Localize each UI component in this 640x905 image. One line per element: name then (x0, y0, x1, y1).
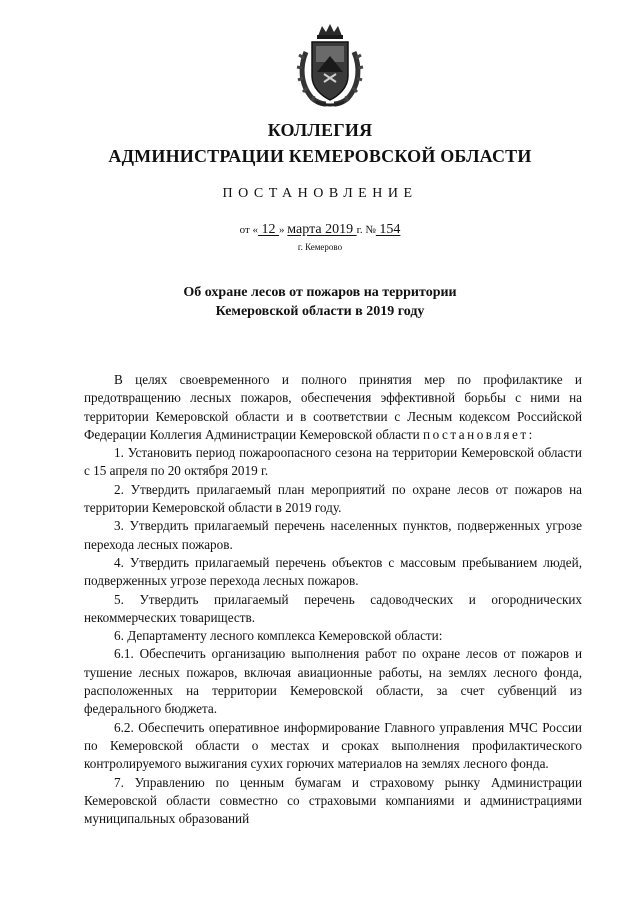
date-number-line (0, 222, 640, 238)
list-item: 2. Утвердить прилагаемый план мероприятий по охране лесов от пожаров на территории Кемеровской области в 2019 году. (84, 481, 582, 516)
intro-paragraph (84, 371, 582, 444)
list-item: 6. Департаменту лесного комплекса Кемеровской области: (114, 628, 443, 644)
list-item: 6.2. Обеспечить оперативное информирование Главного управления МЧС России по Кемеровской области о местах и сроках выполнения профилактического контролируемого выжигания сухих горючих материалов на землях лесного фонда. (84, 719, 582, 772)
list-item: 5. Утвердить прилагаемый перечень садоводческих и огороднических некоммерческих товариществ. (84, 591, 582, 625)
collegium-heading: КОЛЛЕГИЯ (267, 120, 373, 140)
administration-heading: АДМИНИСТРАЦИИ КЕМЕРОВСКОЙ ОБЛАСТИ (108, 146, 532, 166)
date-year-suffix: г. № (356, 224, 376, 236)
date-prefix: от « (239, 224, 259, 236)
date-day: 12 (258, 222, 280, 237)
document-title-line2: Кемеровской области в 2019 году (215, 304, 425, 319)
intro-text: В целях своевременного и полного принятия мер по профилактике и предотвращению лесных пожаров, обеспечения эффективной борьбы с ними на территории Кемеровской области и в соответствии с Лесным кодексом Российской Федерации Коллегия Администрации Кемеровской области (84, 372, 582, 442)
decree-word: постановляет: (423, 426, 535, 442)
list-item: 6.1. Обеспечить организацию выполнения работ по охране лесов от пожаров и тушение лесных пожаров, включая авиационные работы, на землях лесного фонда, расположенных на территории Кемеровской области, за счет субвенций из федерального бюджета. (84, 646, 582, 717)
document-body (84, 371, 582, 828)
coat-of-arms-icon (296, 22, 364, 108)
city-label: г. Кемерово (297, 242, 343, 252)
list-item: 3. Утвердить прилагаемый перечень населенных пунктов, подверженных угрозе перехода лесных пожаров. (84, 518, 582, 552)
list-item: 7. Управлению по ценным бумагам и страховому рынку Администрации Кемеровской области совместно со страховыми компаниями и администрациями муниципальных образований (84, 774, 582, 827)
list-item: 1. Установить период пожароопасного сезона на территории Кемеровской области с 15 апреля по 20 октября 2019 г. (84, 445, 582, 479)
document-type: ПОСТАНОВЛЕНИЕ (222, 186, 418, 201)
date-month-year: марта 2019 (287, 222, 357, 237)
list-item: 4. Утвердить прилагаемый перечень объектов с массовым пребыванием людей, подверженных угрозе перехода лесных пожаров. (84, 554, 582, 589)
document-title-line1: Об охране лесов от пожаров на территории (183, 285, 457, 300)
document-number: 154 (375, 222, 401, 237)
date-mid: » (279, 224, 288, 236)
